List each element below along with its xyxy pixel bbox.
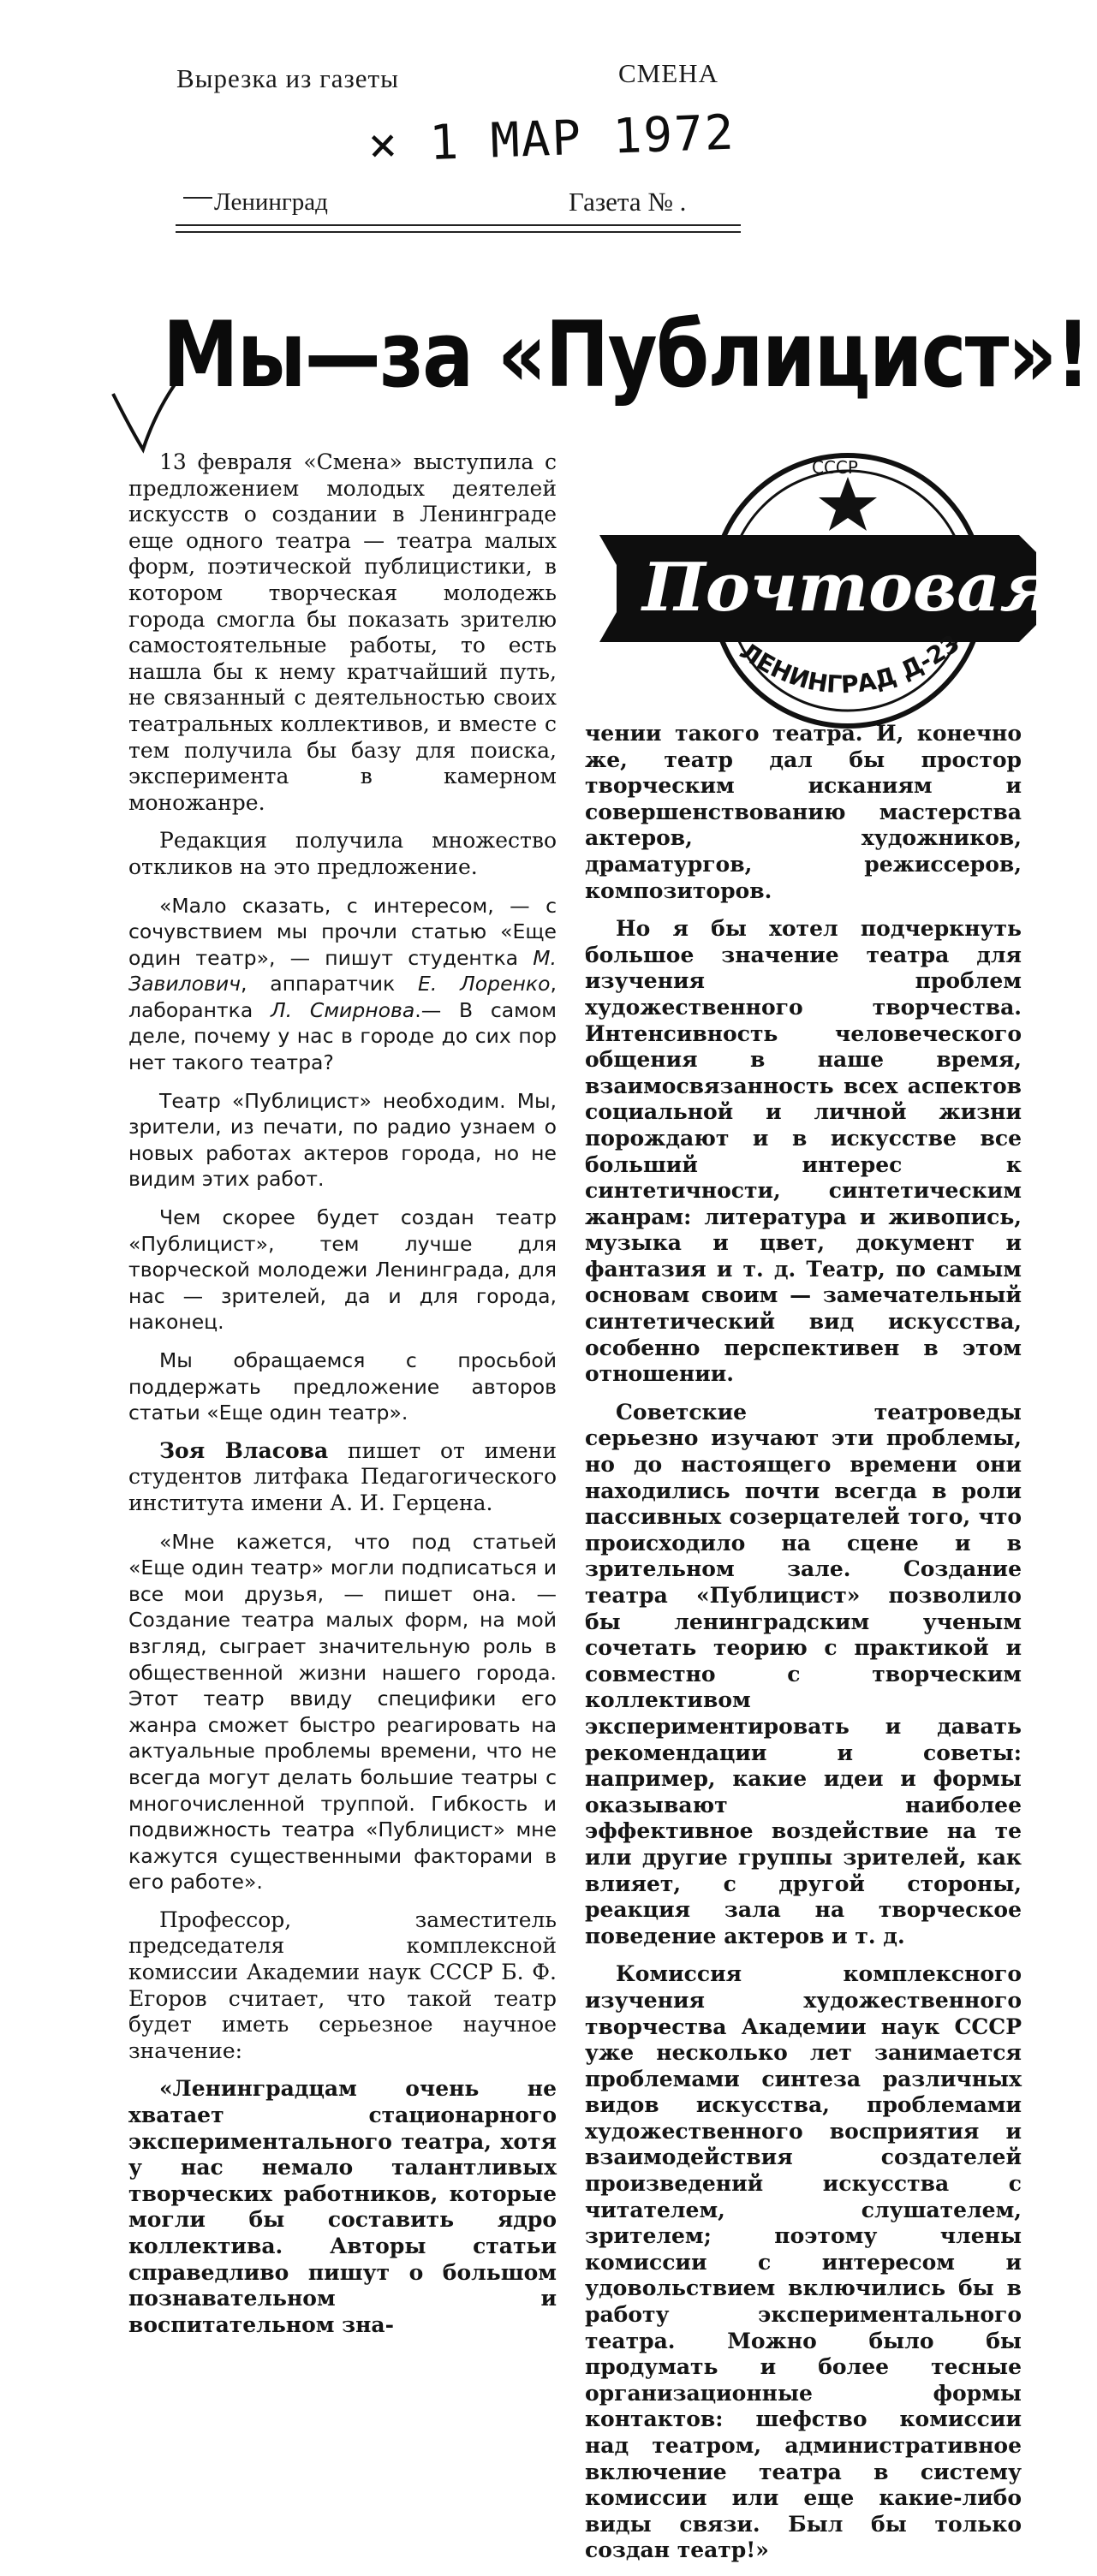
city-dash-mark bbox=[183, 197, 212, 199]
article-text: пишет от имени студентов литфака Педагогического института имени А. И. Герцена. bbox=[128, 1437, 557, 1515]
issue-label: Газета № . bbox=[569, 187, 687, 217]
article-paragraph: Редакция получила множество откликов на это предложение. bbox=[128, 828, 557, 879]
author-name: Л. Смирнова bbox=[271, 997, 415, 1022]
date-stamp bbox=[367, 105, 736, 174]
quote-paragraph: Но я бы хотел подчеркнуть большое значение театра для изучения проблем художественного творчества. Интенсивность человеческого общения в наше время, взаимосвязанность всех аспектов социальной и личной жизни порождают и в искусстве все больший интерес к синтетичности, синтетическим жанрам: литература и живопись, музыка и цвет, документ и фантазия и т. д. Театр, по самым основам своим — замечательный синтетический вид искусства, особенно перспективен в этом отношении. bbox=[585, 916, 1022, 1387]
header-rule bbox=[176, 224, 741, 226]
postal-stamp bbox=[591, 441, 1040, 732]
letter-paragraph: Чем скорее будет создан театр «Публицист», тем лучше для творческой молодежи Ленинграда, для нас — зрителей, да и для города, наконец. bbox=[128, 1205, 557, 1335]
stamp-script-text: Почтовая bbox=[642, 549, 1040, 627]
article-paragraph: 13 февраля «Смена» выступила с предложением молодых деятелей искусств о создании в Ленинграде еще одного театра — театра малых форм, поэтической публицистики, в котором творческая молодежь города смогла бы показать зрителю самостоятельные работы, то есть нашла бы к нему кратчайший путь, не связанный с деятельностью своих театральных коллективов, и вместе с тем получила бы базу для поиска, эксперимента в камерном моножанре. bbox=[128, 449, 557, 815]
author-name: М. Завилович bbox=[128, 945, 557, 996]
author-name: Е. Лоренко bbox=[418, 972, 551, 996]
letter-text: , аппаратчик bbox=[241, 972, 418, 996]
quote-paragraph: Советские театроведы серьезно изучают эти проблемы, но до настоящего времени они находились почти всегда в роли пассивных созерцателей того, что происходило на сцене и в зрительном зале. Создание театра «Публицист» позволило бы ленинградским ученым сочетать теорию с практикой и совместно с творческим коллективом экспериментировать и давать рекомендации и советы: например, какие идеи и формы оказывают наиболее эффективное воздействие на те или другие группы зрителей, как влияет, с другой стороны, реакция зала на творческое поведение актеров и т. д. bbox=[585, 1399, 1022, 1948]
quote-paragraph: чении такого театра. И, конечно же, театр дал бы простор творческим исканиям и совершенствованию мастерства актеров, художников, драматургов, режиссеров, композиторов. bbox=[585, 721, 1022, 903]
letter-text: .— В самом деле, почему у нас в городе до сих пор нет такого театра? bbox=[128, 997, 557, 1075]
letter-paragraph: Театр «Публицист» необходим. Мы, зрители, из печати, по радио узнаем о новых работах актеров города, но не видим этих работ. bbox=[128, 1088, 557, 1192]
quote-paragraph: «Ленинградцам очень не хватает стационарного экспериментального театра, хотя у нас немало талантливых творческих работников, которые могли бы составить ядро коллектива. Авторы статьи справедливо пишут о большом познавательном и воспитательном зна- bbox=[128, 2076, 557, 2337]
letter-text: , лаборантка bbox=[128, 972, 557, 1022]
letter-text: «Мало сказать, с интересом, — с сочувствием мы прочли статью «Еще один театр», — пишут студентка bbox=[128, 893, 557, 970]
star-icon bbox=[819, 477, 877, 531]
article-paragraph: Профессор, заместитель председателя комплексной комиссии Академии наук СССР Б. Ф. Егоров считает, что такой театр будет иметь серьезное научное значение: bbox=[128, 1907, 557, 2063]
city-label: Ленинград bbox=[214, 188, 328, 216]
header-rule bbox=[176, 231, 741, 233]
date-stamp-text: 1 МАР 1972 bbox=[428, 104, 736, 171]
stamp-bottom-textpath: ЛЕНИНГРАД Д-23 bbox=[735, 628, 965, 699]
date-stamp-mark: × bbox=[367, 116, 431, 174]
letter-paragraph bbox=[128, 893, 557, 1076]
article-paragraph bbox=[128, 1438, 557, 1517]
clipping-label: Вырезка из газеты bbox=[176, 63, 399, 93]
article-right-column bbox=[585, 721, 1022, 2576]
quote-paragraph: «Мне кажется, что под статьей «Еще один театр» могли подписаться и все мои друзья, — пишет она. — Создание театра малых форм, на мой взгляд, сыграет значительную роль в общественной жизни нашего города. Этот театр ввиду специфики его жанра сможет быстро реагировать на актуальные проблемы времени, что не всегда могут делать большие театры с многочисленной труппой. Гибкость и подвижность театра «Публицист» мне кажутся существенными факторами в его работе». bbox=[128, 1529, 557, 1895]
stamp-top-text: СССР bbox=[812, 457, 858, 478]
letter-paragraph: Мы обращаемся с просьбой поддержать предложение авторов статьи «Еще один театр». bbox=[128, 1348, 557, 1425]
quote-paragraph: Комиссия комплексного изучения художественного творчества Академии наук СССР уже несколько лет занимается проблемами синтеза различных видов искусства, проблемами художественного восприятия и взаимодействия создателей произведений искусства с читателем, слушателем, зрителем; поэтому члены комиссии с интересом и удовольствием включились бы в работу экспериментального театра. Можно было бы продумать и более тесные организационные формы контактов: шефство комиссии над театром, административное включение театра в систему комиссии или еще какие-либо виды связи. Был бы только создан театр!» bbox=[585, 1961, 1022, 2563]
headline: Мы—за «Публицист»! bbox=[163, 302, 1089, 408]
newspaper-name: СМЕНА bbox=[618, 58, 718, 88]
author-name: Зоя Власова bbox=[159, 1437, 329, 1463]
article-left-column bbox=[128, 449, 557, 2350]
